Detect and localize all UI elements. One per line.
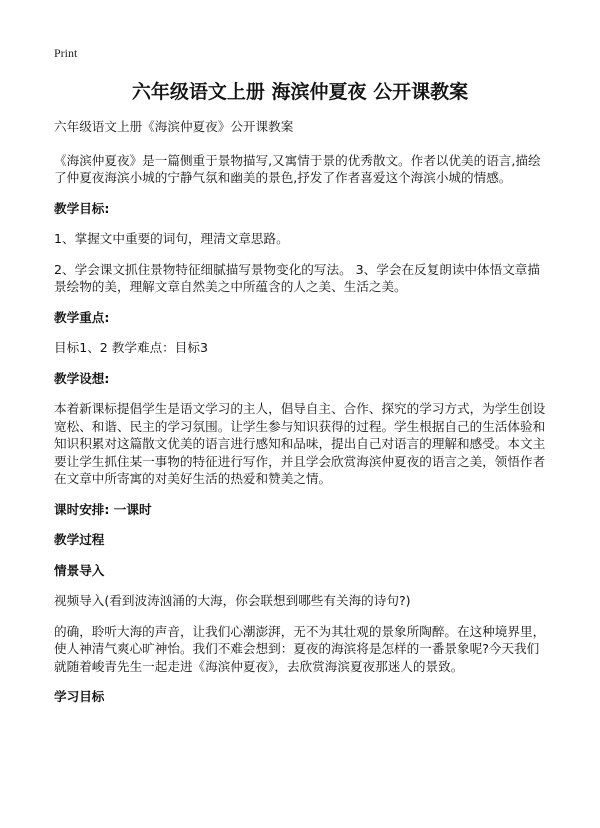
schedule-heading: 课时安排: 一课时 (54, 501, 152, 517)
print-link[interactable]: Print (54, 46, 78, 60)
document-subtitle: 六年级语文上册《海滨仲夏夜》公开课教案 (54, 119, 294, 134)
design-paragraph: 本着新课标提倡学生是语文学习的主人，倡导自主、合作、探究的学习方式，为学生创设宽松、和谐、民主的学习氛围。让学生参与知识获得的过程。学生根据自己的生活体验和知识积累对这篇散文优美的语言进行感知和品味，提出自己对语言的理解和感受。本文主要让学生抓住某一事物的特征进行写作，并且学会欣赏海滨仲夏夜的语言之美，领悟作者在文章中所寄寓的对美好生活的热爱和赞美之情。 (54, 401, 546, 486)
focus-heading: 教学重点: (54, 309, 110, 325)
goal-1-paragraph: 1、掌握文中重要的词句，理清文章思路。 (54, 231, 289, 246)
document-body (54, 118, 550, 706)
design-heading: 教学设想: (54, 370, 110, 386)
goals-heading: 教学目标: (54, 200, 110, 216)
process-heading: 教学过程 (54, 532, 105, 547)
intro-section-heading: 情景导入 (54, 562, 105, 578)
goal-2-paragraph: 2、学会课文抓住景物特征细腻描写景物变化的写法。 3、学会在反复朗读中体悟文章描景绘物的美，理解文章自然美之中所蕴含的人之美、生活之美。 (54, 261, 540, 294)
video-paragraph: 视频导入(看到波涛汹涌的大海，你会联想到哪些有关海的诗句?) (54, 593, 411, 608)
objectives-heading: 学习目标 (54, 689, 105, 704)
page-title: 六年级语文上册 海滨仲夏夜 公开课教案 (131, 81, 469, 103)
lead-paragraph: 的确，聆听大海的声音，让我们心潮澎湃，无不为其壮观的景象所陶醉。在这种境界里，使人神清气爽心旷神怡。我们不难会想到：夏夜的海滨将是怎样的一番景象呢?今天我们就随着峻青先生一起走进《海滨仲夏夜》，去欣赏海滨夏夜那迷人的景致。 (54, 623, 546, 674)
intro-paragraph: 《海滨仲夏夜》是一篇侧重于景物描写,又寓情于景的优秀散文。作者以优美的语言,描绘了仲夏夜海滨小城的宁静气氛和幽美的景色,抒发了作者喜爱这个海滨小城的情感。 (54, 152, 541, 185)
focus-paragraph: 目标1、2 教学难点：目标3 (54, 340, 208, 355)
